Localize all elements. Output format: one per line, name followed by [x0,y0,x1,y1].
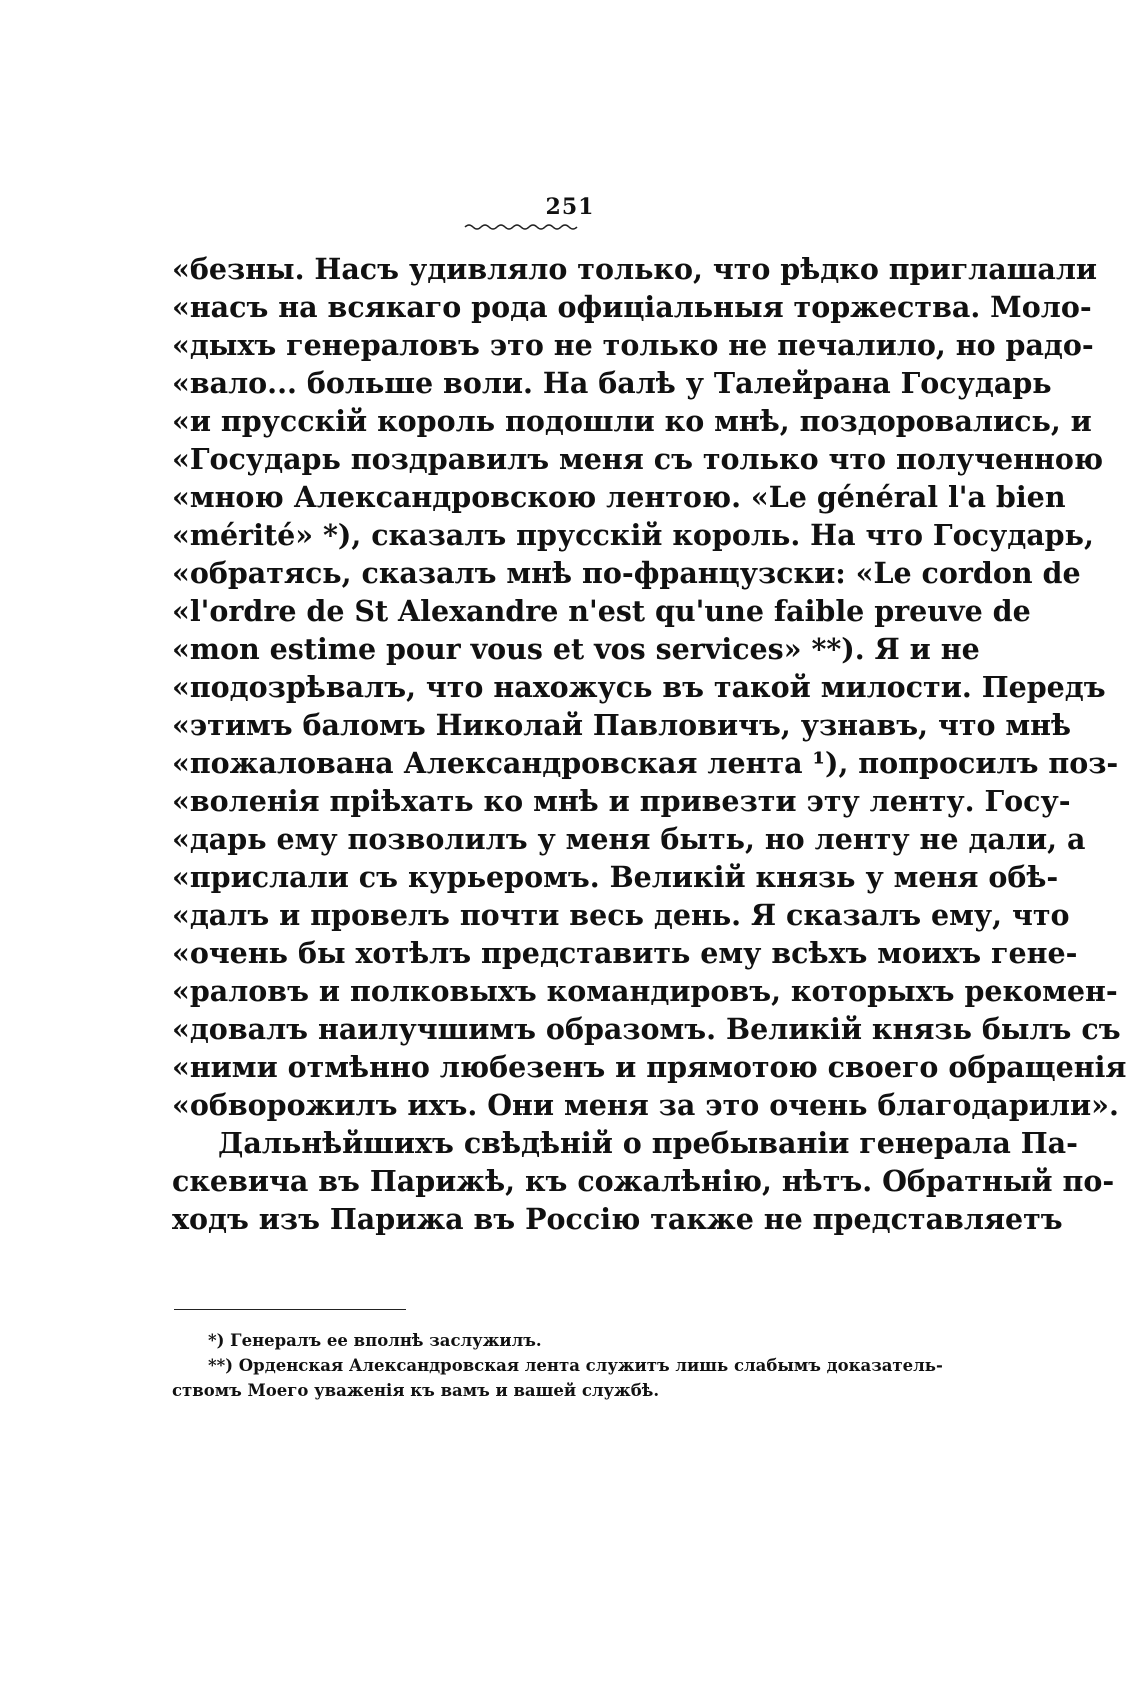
wavy-ornament [463,222,583,232]
text-line: «дарь ему позволилъ у меня быть, но ленту не дали, а [172,822,1086,856]
text-line: «далъ и провелъ почти весь день. Я сказалъ ему, что [172,898,1070,932]
footnote-divider [174,1309,406,1310]
text-line: «этимъ баломъ Николай Павловичъ, узнавъ, что мнѣ [172,708,1072,742]
text-line: ходъ изъ Парижа въ Россію также не представляетъ [172,1202,1063,1236]
text-line: «обратясь, сказалъ мнѣ по-французски: «Le cordon de [172,556,1081,590]
text-line: «и прусскій король подошли ко мнѣ, поздоровались, и [172,404,1092,438]
footnotes [172,1328,943,1403]
paragraph-first-line: Дальнѣйшихъ свѣдѣній о пребываніи генерала Па- [218,1126,1078,1160]
text-line: «довалъ наилучшимъ образомъ. Великій князь былъ съ [172,1012,1121,1046]
body-text [172,250,1127,1238]
footnote-1: *) Генералъ ее вполнѣ заслужилъ. [208,1331,542,1350]
text-line: «безны. Насъ удивляло только, что рѣдко приглашали [172,252,1098,286]
text-line: скевича въ Парижѣ, къ сожалѣнію, нѣтъ. Обратный по- [172,1164,1115,1198]
text-line: «mon estime pour vous et vos services» **). Я и не [172,632,980,666]
text-line: «обворожилъ ихъ. Они меня за это очень благодарили». [172,1088,1119,1122]
text-line: «раловъ и полковыхъ командировъ, которыхъ рекомен- [172,974,1118,1008]
text-line: «ними отмѣнно любезенъ и прямотою своего обращенія [172,1050,1127,1084]
text-line: «мною Александровскою лентою. «Le général l'a bien [172,480,1066,514]
text-line: «дыхъ генераловъ это не только не печалило, но радо- [172,328,1094,362]
text-line: «воленія пріѣхать ко мнѣ и привезти эту ленту. Госу- [172,784,1071,818]
text-line: «l'ordre de St Alexandre n'est qu'une faible preuve de [172,594,1031,628]
page-number: 251 [545,194,595,220]
text-line: «пожалована Александровская лента ¹), попросилъ поз- [172,746,1119,780]
text-line: «прислали съ курьеромъ. Великій князь у меня обѣ- [172,860,1059,894]
text-line: «mérité» *), сказалъ прусскій король. На что Государь, [172,518,1094,552]
text-line: «Государь поздравилъ меня съ только что полученною [172,442,1104,476]
text-line: «подозрѣвалъ, что нахожусь въ такой милости. Передъ [172,670,1106,704]
footnote-2-line-2: ствомъ Моего уваженія къ вамъ и вашей службѣ. [172,1381,660,1400]
footnote-2-line-1: **) Орденская Александровская лента служитъ лишь слабымъ доказатель- [208,1356,943,1375]
text-line: «вало... больше воли. На балѣ у Талейрана Государь [172,366,1052,400]
text-line: «насъ на всякаго рода офиціальныя торжества. Моло- [172,290,1092,324]
text-line: «очень бы хотѣлъ представить ему всѣхъ моихъ гене- [172,936,1078,970]
